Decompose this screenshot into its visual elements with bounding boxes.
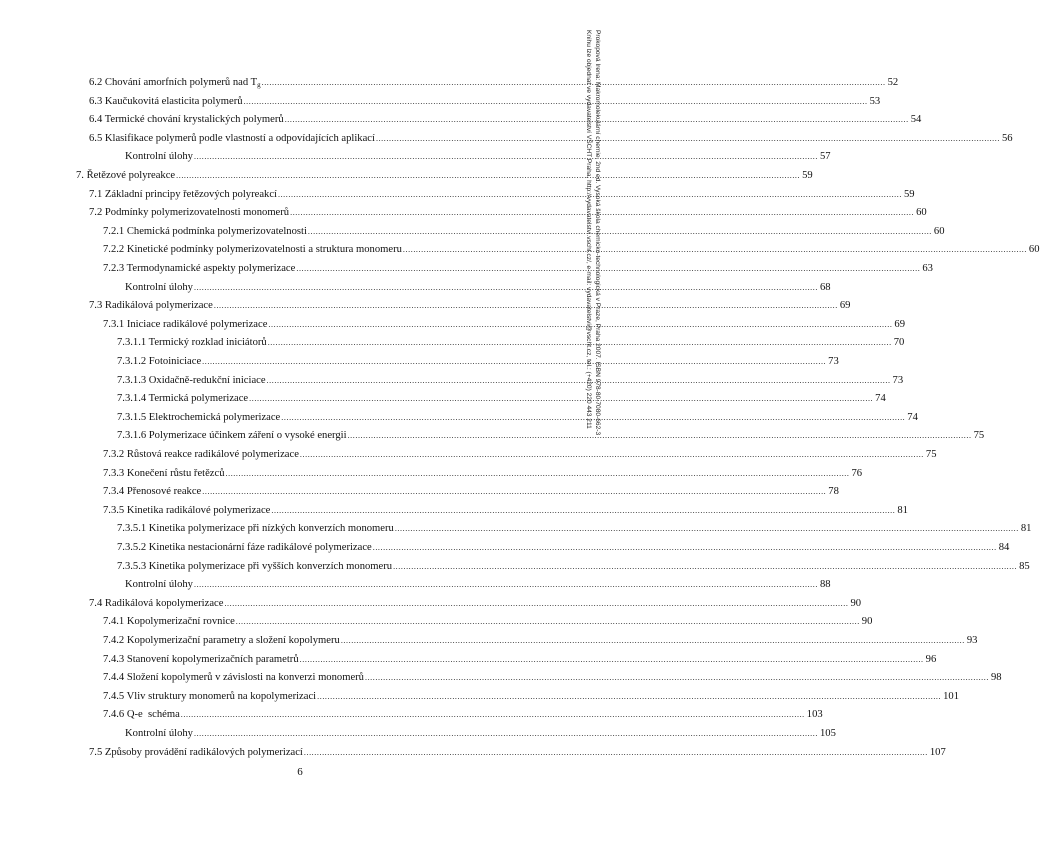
toc-title: 7.3.1.3 Oxidačně-redukční iniciace [117,374,266,386]
dot-leader [194,280,818,296]
toc-entry[interactable] [125,280,831,296]
toc-title: 7.3.5.3 Kinetika polymerizace při vyšších konverzích monomeru [117,560,393,572]
toc-title: 7.4.5 Vliv struktury monomerů na kopolymerizaci [103,690,317,702]
dot-leader [373,540,997,556]
toc-entry[interactable] [117,521,1032,537]
toc-page: 52 [887,77,899,88]
toc-title: 7.3.5.1 Kinetika polymerizace při nízkých konverzích monomeru [117,523,394,535]
side-note-line: Knihu lze objednat ve vydavatelství VŠCHT Praha, http://vydavatelstvi.vscht.cz/, e-mail: vydavatelstvi@vscht.cz, tel.: (+420) 220 443 211 [585,30,592,429]
toc-title: 7.4.3 Stanovení kopolymerizačních parametrů [103,653,299,665]
toc-entry[interactable] [103,614,873,630]
dot-leader [244,94,868,110]
toc-entry[interactable] [125,149,831,165]
toc-page: 88 [819,579,831,591]
toc-entry[interactable] [89,112,922,128]
toc-page: 59 [903,188,915,200]
toc-title: 7.4.4 Složení kopolymerů v závislosti na konverzi monomerů [103,672,364,684]
dot-leader [224,596,848,612]
toc-entry[interactable] [117,540,1010,556]
toc-entry[interactable] [103,633,978,649]
dot-leader [317,689,941,705]
toc-entry[interactable] [89,205,927,221]
toc-title: 7. Řetězové polyreakce [76,170,176,181]
toc-entry[interactable] [103,447,937,463]
toc-title: 7.4.1 Kopolymerizační rovnice [103,616,235,628]
toc-title: 6.2 Chování amorfních polymerů nad T [89,77,258,88]
toc-title: 7.3.2 Růstová reakce radikálové polymerizace [103,449,299,460]
toc-entry[interactable] [125,726,836,742]
toc-page: 105 [819,728,836,739]
toc-page: 93 [966,635,978,646]
toc-page: 84 [998,542,1010,553]
toc-title: Kontrolní úlohy [125,579,193,591]
dot-leader [194,726,818,742]
toc-entry[interactable] [103,242,1040,258]
toc-page: 90 [861,616,873,628]
dot-leader [300,447,924,463]
dot-leader [181,707,805,723]
toc-entry[interactable] [103,261,933,277]
toc-title: Kontrolní úlohy [125,151,193,163]
toc-entry[interactable] [103,503,908,519]
toc-entry[interactable] [117,559,1030,575]
toc-entry[interactable] [89,94,881,110]
toc-page: 75 [973,430,985,442]
dot-leader [300,652,924,668]
toc-title: 7.3.1.2 Fotoiniciace [117,356,202,367]
toc-entry[interactable] [89,298,851,314]
toc-page: 70 [893,337,905,349]
toc-entry[interactable] [103,689,960,705]
toc-page: 96 [925,653,937,665]
toc-entry[interactable] [117,391,886,407]
toc-title: Kontrolní úlohy [125,728,193,739]
toc-page: 56 [1001,132,1013,144]
dot-leader [176,168,800,184]
toc-page: 53 [869,95,881,107]
toc-page: 81 [1020,523,1032,535]
toc-entry[interactable] [103,317,906,333]
dot-leader [296,261,920,277]
toc-title: 7.4.6 Q-e schéma [103,709,180,721]
toc-page: 69 [839,300,851,312]
toc-page: 101 [943,690,960,702]
toc-page: 73 [892,374,904,386]
toc-page: 60 [1028,244,1040,256]
toc-page: 75 [925,449,937,460]
toc-page: 54 [910,114,922,126]
toc-page: 76 [851,467,863,479]
dot-leader [226,466,850,482]
toc-page: 60 [916,207,927,219]
toc-page: 59 [802,170,813,181]
toc-entry[interactable] [103,466,863,482]
toc-entry[interactable] [76,168,813,184]
page-number: 6 [297,766,303,778]
dot-leader [304,745,928,761]
toc-title: 6.3 Kaučukovitá elasticita polymerů [89,95,243,107]
toc-title: 7.3.1.5 Elektrochemická polymerizace [117,411,281,423]
toc-entry[interactable] [89,187,915,203]
toc-page: 74 [907,411,918,423]
toc-entry[interactable] [117,354,839,370]
toc-title: 7.3.4 Přenosové reakce [103,486,202,498]
toc-title: 7.4 Radikálová kopolymerizace [89,597,224,609]
toc-entry[interactable] [103,670,1002,686]
toc-title: Kontrolní úlohy [125,281,193,293]
toc-title: 7.3.1.6 Polymerizace účinkem záření o vysoké energii [117,430,347,442]
toc-page: 69 [894,318,906,330]
dot-leader [194,149,818,165]
toc-title: 7.2.3 Termodynamické aspekty polymerizace [103,263,296,274]
dot-leader [348,428,972,444]
toc-entry[interactable] [89,745,946,761]
toc-page: 74 [875,393,886,405]
toc-title: 7.3.5.2 Kinetika nestacionární fáze radikálové polymerizace [117,542,372,553]
toc-title: 7.1 Základní principy řetězových polyreakcí [89,188,277,200]
toc-title: 7.5 Způsoby provádění radikálových polymerizací [89,746,303,758]
toc-page: 90 [850,597,862,609]
toc-page: 68 [819,281,831,293]
toc-entry[interactable] [117,410,918,426]
dot-leader [202,484,826,500]
toc-title: 7.3.1.1 Termický rozklad iniciátorů [117,337,267,349]
dot-leader [194,577,818,593]
dot-leader [214,298,838,314]
toc-page: 78 [828,486,839,498]
toc-entry[interactable] [125,577,831,593]
dot-leader [376,131,1000,147]
toc-page: 98 [990,672,1002,684]
toc-entry[interactable] [117,373,904,389]
toc-page: 63 [922,263,933,274]
toc-page: 107 [929,746,946,758]
toc-page: 57 [819,151,831,163]
toc-title: 7.3.3 Konečení růstu řetězců [103,467,225,479]
toc-page: 60 [933,225,945,237]
toc-entry[interactable] [103,652,937,668]
toc-title: 6.5 Klasifikace polymerů podle vlastností a odpovídajících aplikací [89,132,375,144]
toc-title: 7.2.2 Kinetické podmínky polymerizovatelnosti a struktura monomeru [103,244,402,256]
dot-leader [290,205,914,221]
toc-title: 7.3.5 Kinetika radikálové polymerizace [103,504,271,516]
dot-leader [202,354,826,370]
toc-title-subscript: g [257,81,261,89]
toc-entry[interactable] [89,131,1013,147]
toc-entry[interactable] [103,707,823,723]
toc-title: 7.3.1.4 Termická polymerizace [117,393,249,405]
toc-title: 7.2.1 Chemická podmínka polymerizovatelnosti [103,225,307,237]
toc-title: 7.3.1 Iniciace radikálové polymerizace [103,318,268,330]
dot-leader [249,391,873,407]
toc-entry[interactable] [117,428,985,444]
toc-page: 73 [828,356,839,367]
toc-title: 7.3 Radikálová polymerizace [89,300,213,312]
dot-leader [393,559,1017,575]
toc-page: 85 [1019,560,1030,572]
dot-leader [365,670,989,686]
dot-leader [341,633,965,649]
toc-page: 103 [806,709,823,721]
dot-leader [403,242,1027,258]
toc-entry[interactable] [89,596,862,612]
dot-leader [395,521,1019,537]
toc-entry[interactable] [89,75,899,91]
dot-leader [308,224,932,240]
side-note [566,30,602,650]
toc-entry[interactable] [103,484,839,500]
toc-title: 7.4.2 Kopolymerizační parametry a složení kopolymeru [103,635,340,646]
side-note-line: Prokopová Irena: Makromolekulární chemie. 2nd ed. Vysoká škola chemicko-technologická v Praze, Praha 2007. ISBN 978-80-7080-662-3 [594,30,601,436]
toc-entry[interactable] [117,335,905,351]
toc-title: 6.4 Termické chování krystalických polymerů [89,114,284,126]
toc-title: 7.2 Podmínky polymerizovatelnosti monomerů [89,207,290,219]
toc-page: 81 [897,504,908,516]
toc-entry[interactable] [103,224,945,240]
dot-leader [236,614,860,630]
